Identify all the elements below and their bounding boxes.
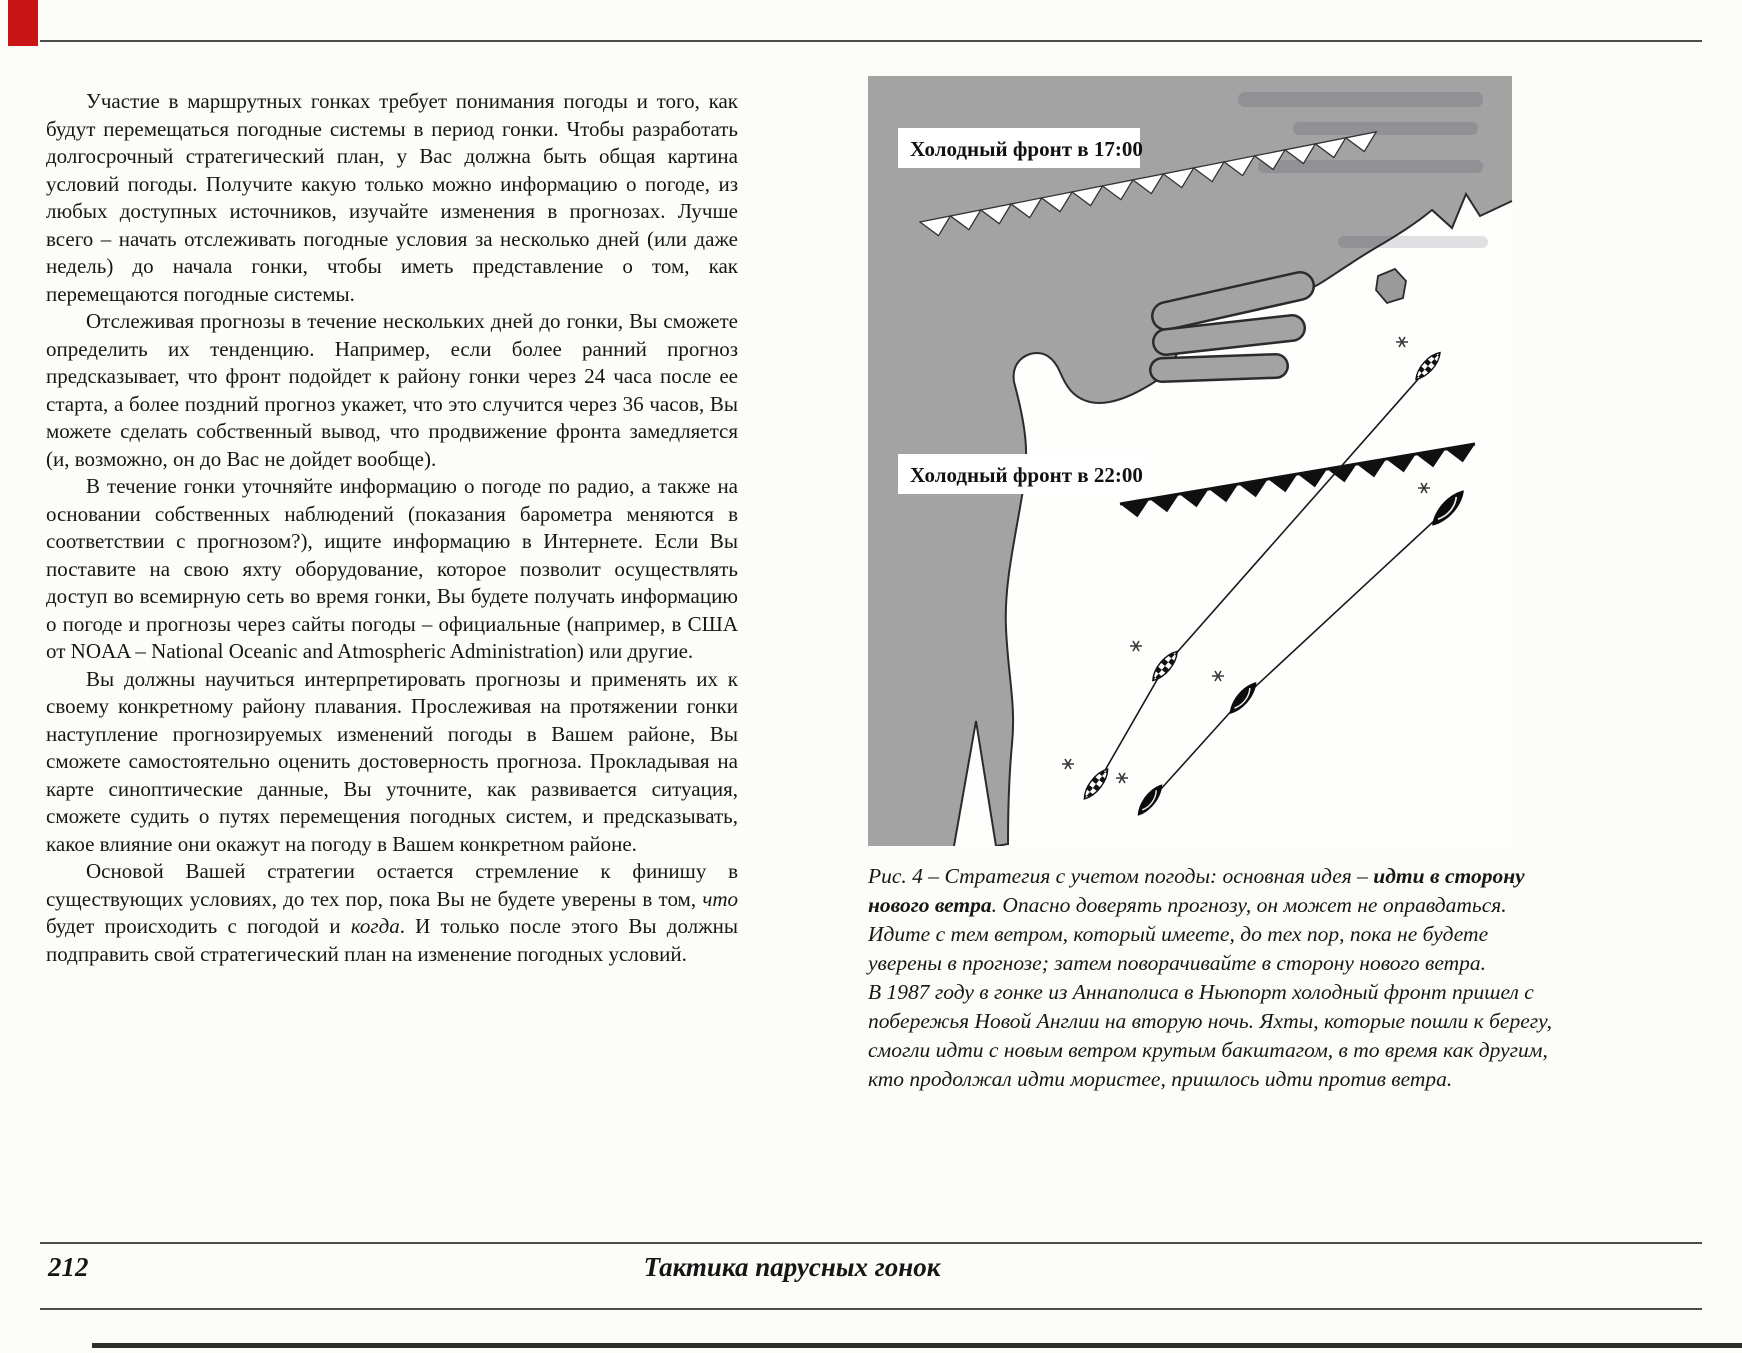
cold-front-22-label-box — [898, 454, 1144, 494]
top-rule — [40, 40, 1702, 42]
scan-artifact-bottom-edge — [92, 1343, 1742, 1348]
text-segment-italic: что — [702, 886, 738, 911]
weather-map — [868, 76, 1513, 846]
text-segment: . Опасно доверять прогнозу, он может не оправдаться. Идите с тем ветром, который имеете, до тех пор, пока не будете уверены в прогнозе; затем поворачивайте в сторону нового ветра. — [868, 893, 1507, 975]
text-segment: Стратегия с учетом погоды: основная идея – — [944, 864, 1374, 888]
figure-ref: Рис. 4 – — [868, 864, 945, 888]
paragraph-2: Отслеживая прогнозы в течение нескольких дней до гонки, Вы сможете определить их тенденцию. Например, если более ранний прогноз предсказывает, что фронт подойдет к району гонки через 24 часа после ее старта, а более поздний прогноз укажет, что это случится через 36 часов, Вы можете сделать собственный вывод, что продвижение фронта замедляется (и, возможно, он до Вас не дойдет вообще). — [46, 309, 738, 471]
page-number: 212 — [48, 1252, 89, 1282]
text-segment: Основой Вашей стратегии остается стремление к финишу в существующих условиях, до тех пор, пока Вы не будете уверены в том, — [46, 859, 738, 911]
paragraph-3: В течение гонки уточняйте информацию о погоде по радио, а также на основании собственных наблюдений (показания барометра меняются в соответствии с прогнозом?), ищите информацию в Интернете. Если Вы поставите на свою яхту оборудование, которое позволит осуществлять доступ во всемирную сеть во время гонки, Вы будете получать информацию о погоде и прогнозы через сайты погоды – официальные (например, в США от NOAA – National Oceanic and Atmospheric Administration) или другие. — [46, 474, 738, 663]
cold-front-22-label: Холодный фронт в 22:00 — [910, 463, 1143, 487]
figure-caption — [868, 862, 1558, 1094]
running-title: Тактика парусных гонок — [643, 1252, 941, 1282]
caption-paragraph-1 — [868, 862, 1558, 978]
text-segment: будет происходить с погодой и — [46, 914, 351, 938]
text-segment: . И только после этого Вы должны подправить свой стратегический план на изменение погодных условий. — [46, 914, 739, 966]
footer-top-rule — [40, 1242, 1702, 1244]
weather-map-figure — [868, 76, 1513, 846]
text-segment-bold: идти в сторону нового ветра — [868, 864, 1525, 917]
caption-paragraph-2 — [868, 978, 1558, 1094]
footer-bottom-rule — [40, 1308, 1702, 1310]
scan-artifact-red — [8, 0, 38, 46]
text-segment-italic: когда — [350, 914, 400, 938]
cold-front-17-label-box — [898, 128, 1143, 168]
paragraph-4: Вы должны научиться интерпретировать прогнозы и применять их к своему конкретному району плавания. Прослеживая на протяжении гонки наступление прогнозируемых изменений погоды в Вашем районе, Вы сможете самостоятельно оценить достоверность прогноза. Прокладывая на карте синоптические данные, Вы уточните, как развивается ситуация, сможете судить о путях перемещения погодных систем, и предсказывать, какое влияние они окажут на погоду в Вашем конкретном районе. — [46, 666, 738, 856]
cold-front-17-label: Холодный фронт в 17:00 — [910, 137, 1143, 161]
paragraph-5 — [46, 858, 738, 968]
body-text-column — [46, 88, 738, 968]
text-segment: В 1987 году в гонке из Аннаполиса в Ньюпорт холодный фронт пришел с побережья Новой Англии на вторую ночь. Яхты, которые пошли к берегу, смогли идти с новым ветром крутым бакштагом, в то время как другим, кто продолжал идти мористее, пришлось идти против ветра. — [868, 980, 1552, 1091]
paragraph-1: Участие в маршрутных гонках требует понимания погоды и того, как будут перемещаться погодные системы в период гонки. Чтобы разработать долгосрочный стратегический план, у Вас должна быть общая картина условий погоды. Получите какую только можно информацию о погоде, из любых доступных источников, изучайте изменения в прогнозах. Лучше всего – начать отслеживать погодные условия за несколько дней (или даже недель) до начала гонки, чтобы иметь представление о том, как перемещаются погодные системы. — [46, 89, 738, 306]
